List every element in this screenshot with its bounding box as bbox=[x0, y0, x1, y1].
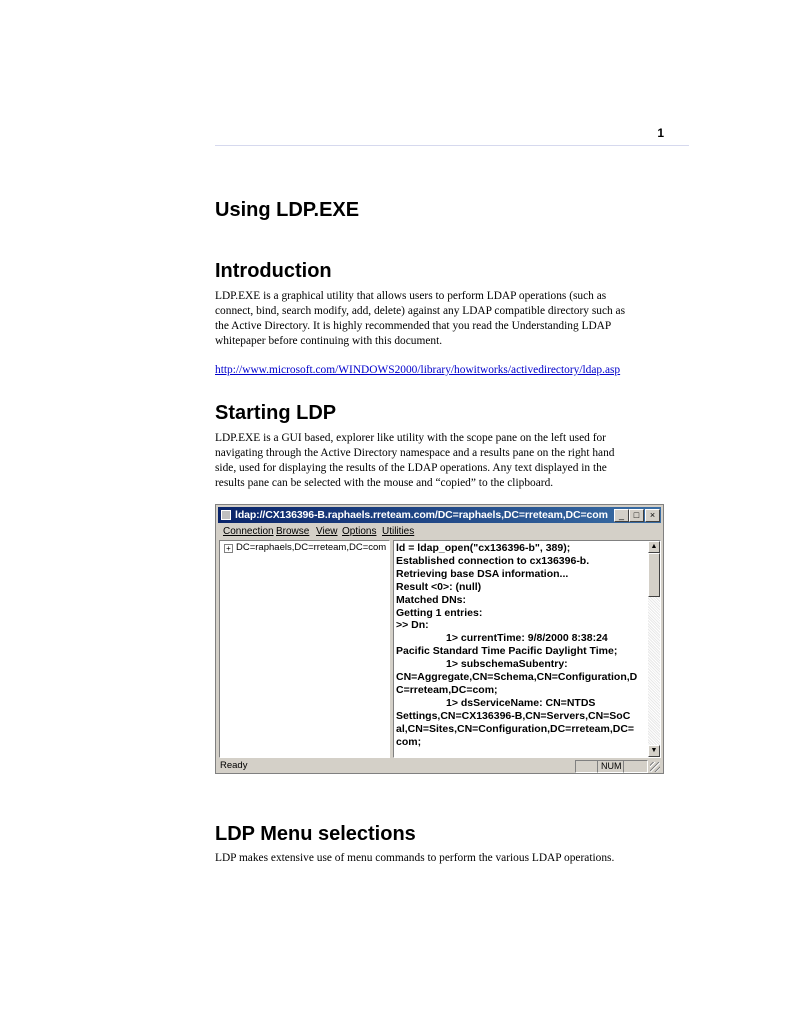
scroll-thumb[interactable] bbox=[648, 553, 660, 597]
results-scrollbar[interactable] bbox=[648, 541, 660, 757]
tree-root-node[interactable]: DC=raphaels,DC=rreteam,DC=com bbox=[236, 542, 387, 553]
window-title: ldap://CX136396-B.raphaels.rreteam.com/DC=raphaels,DC=rreteam,DC=com bbox=[235, 509, 608, 521]
starting-paragraph bbox=[215, 431, 690, 491]
status-num: NUM bbox=[597, 760, 624, 773]
output-line: al,CN=Sites,CN=Configuration,DC=rreteam,DC= bbox=[396, 722, 635, 735]
scroll-down-arrow-icon[interactable]: ▼ bbox=[648, 745, 660, 757]
heading-starting-ldp: Starting LDP bbox=[215, 402, 337, 424]
close-button[interactable]: × bbox=[645, 509, 660, 522]
header-rule bbox=[215, 145, 689, 146]
page-number: 1 bbox=[657, 126, 664, 140]
resize-grip-icon[interactable] bbox=[650, 762, 660, 772]
output-line: >> Dn: bbox=[396, 619, 429, 632]
ldap-whitepaper-link-line bbox=[215, 363, 690, 378]
status-panel-empty bbox=[575, 760, 598, 773]
minimize-button[interactable]: _ bbox=[614, 509, 629, 522]
scope-pane[interactable] bbox=[219, 540, 390, 758]
text-line: LDP makes extensive use of menu commands to perform the various LDAP operations. bbox=[215, 852, 615, 864]
status-panel-empty bbox=[623, 760, 648, 773]
output-line: com; bbox=[396, 735, 422, 748]
output-line: Getting 1 entries: bbox=[396, 606, 483, 619]
introduction-paragraph bbox=[215, 289, 690, 349]
text-line: results pane can be selected with the mouse and “copied” to the clipboard. bbox=[215, 477, 554, 490]
status-bar bbox=[218, 759, 661, 773]
ldap-whitepaper-link[interactable]: http://www.microsoft.com/WINDOWS2000/library/howitworks/activedirectory/ldap.asp bbox=[215, 364, 621, 376]
output-line: Pacific Standard Time Pacific Daylight Time; bbox=[396, 645, 618, 658]
heading-menu-selections: LDP Menu selections bbox=[215, 823, 416, 845]
text-line: connect, bind, search modify, add, delete) against any LDAP compatible directory such as bbox=[215, 305, 626, 318]
text-line: the Active Directory. It is highly recommended that you read the Understanding LDAP bbox=[215, 320, 612, 333]
text-line: navigating through the Active Directory namespace and a results pane on the right hand bbox=[215, 447, 615, 460]
text-line: LDP.EXE is a graphical utility that allows users to perform LDAP operations (such as bbox=[215, 290, 607, 302]
app-icon bbox=[221, 510, 231, 520]
output-line: Matched DNs: bbox=[396, 593, 467, 606]
scroll-up-arrow-icon[interactable]: ▲ bbox=[648, 541, 660, 553]
maximize-button[interactable]: □ bbox=[629, 509, 644, 522]
output-line: C=rreteam,DC=com; bbox=[396, 683, 498, 696]
tree-expand-icon[interactable]: + bbox=[224, 544, 233, 553]
menu-connection[interactable]: Connection bbox=[223, 526, 274, 537]
output-line: Settings,CN=CX136396-B,CN=Servers,CN=SoC bbox=[396, 709, 631, 722]
output-line: Result <0>: (null) bbox=[396, 580, 482, 593]
menu-browse[interactable]: Browse bbox=[276, 526, 310, 537]
menu-options[interactable]: Options bbox=[342, 526, 377, 537]
output-line: 1> subschemaSubentry: bbox=[446, 658, 568, 671]
results-pane[interactable] bbox=[393, 540, 661, 758]
results-output[interactable] bbox=[396, 542, 648, 749]
output-line: Retrieving base DSA information... bbox=[396, 567, 569, 580]
output-line: 1> currentTime: 9/8/2000 8:38:24 bbox=[446, 632, 608, 645]
document-title: Using LDP.EXE bbox=[215, 199, 360, 221]
output-line: CN=Aggregate,CN=Schema,CN=Configuration,D bbox=[396, 671, 638, 684]
text-line: LDP.EXE is a GUI based, explorer like utility with the scope pane on the left used for bbox=[215, 432, 606, 444]
menu-view[interactable]: View bbox=[316, 526, 338, 537]
output-line: ld = ldap_open("cx136396-b", 389); bbox=[396, 542, 571, 554]
menu-utilities[interactable]: Utilities bbox=[382, 526, 415, 537]
output-line: 1> dsServiceName: CN=NTDS bbox=[446, 696, 596, 709]
text-line: side, used for displaying the results of the LDAP operations. Any text displayed in the bbox=[215, 462, 607, 475]
ldp-window-screenshot bbox=[215, 504, 664, 774]
heading-introduction: Introduction bbox=[215, 260, 332, 282]
menu-paragraph bbox=[215, 851, 690, 866]
text-line: whitepaper before continuing with this document. bbox=[215, 335, 443, 348]
window-titlebar bbox=[218, 507, 661, 523]
menu-bar bbox=[218, 524, 661, 539]
output-line: Established connection to cx136396-b. bbox=[396, 554, 590, 567]
status-ready: Ready bbox=[220, 760, 248, 771]
